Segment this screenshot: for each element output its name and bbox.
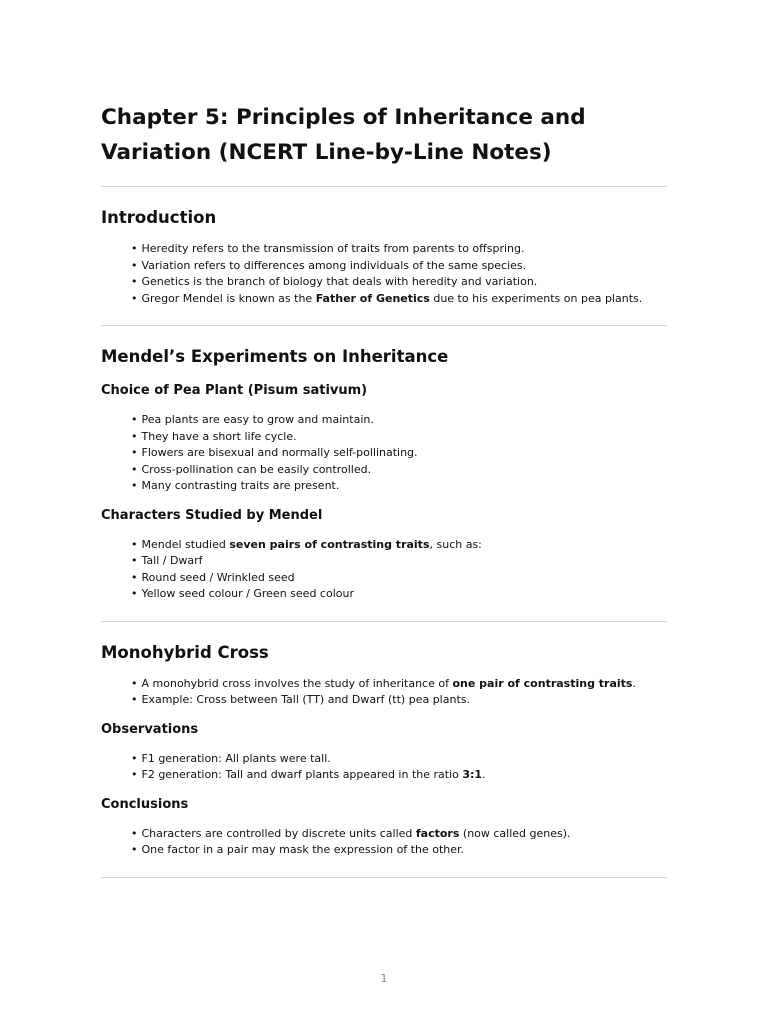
list-item: • Variation refers to differences among individuals of the same species. — [131, 258, 527, 272]
list-item: • Round seed / Wrinkled seed — [131, 570, 295, 584]
divider — [101, 877, 667, 878]
page-number: 1 — [380, 972, 388, 985]
divider — [101, 186, 667, 187]
characters-list — [101, 537, 667, 603]
list-item: • A monohybrid cross involves the study of inheritance of one pair of contrasting traits. — [131, 676, 636, 690]
document-page — [101, 100, 667, 878]
list-item: • Flowers are bisexual and normally self-pollinating. — [131, 446, 418, 459]
section-heading-monohybrid: Monohybrid Cross — [101, 642, 269, 662]
list-item: • Cross-pollination can be easily controlled. — [131, 462, 372, 476]
monohybrid-list — [101, 676, 667, 709]
list-item: • They have a short life cycle. — [131, 429, 297, 443]
list-item: • Tall / Dwarf — [131, 554, 203, 567]
list-item: • Heredity refers to the transmission of traits from parents to offspring. — [131, 242, 525, 255]
list-item: • Genetics is the branch of biology that deals with heredity and variation. — [131, 275, 538, 288]
observations-list — [101, 751, 667, 784]
list-item: • Pea plants are easy to grow and maintain. — [131, 413, 374, 426]
divider — [101, 621, 667, 622]
list-item: • Gregor Mendel is known as the Father of Genetics due to his experiments on pea plants. — [131, 291, 643, 305]
list-item: • Characters are controlled by discrete units called factors (now called genes). — [131, 826, 571, 840]
subsection-heading-pea-plant: Choice of Pea Plant (Pisum sativum) — [101, 383, 368, 398]
section-heading-mendel-experiments: Mendel’s Experiments on Inheritance — [101, 347, 449, 366]
list-item: • F2 generation: Tall and dwarf plants appeared in the ratio 3:1. — [131, 768, 486, 781]
pea-plant-list — [101, 412, 667, 495]
list-item: • Many contrasting traits are present. — [131, 479, 340, 492]
page-title: Chapter 5: Principles of Inheritance and Variation (NCERT Line-by-Line Notes) — [101, 105, 586, 165]
list-item: • Example: Cross between Tall (TT) and Dwarf (tt) pea plants. — [131, 693, 470, 706]
list-item: • Mendel studied seven pairs of contrasting traits, such as: — [131, 537, 482, 551]
section-heading-introduction: Introduction — [101, 208, 217, 227]
introduction-list — [101, 241, 667, 307]
list-item: • Yellow seed colour / Green seed colour — [131, 587, 354, 600]
list-item: • One factor in a pair may mask the expression of the other. — [131, 843, 465, 856]
conclusions-list — [101, 826, 667, 859]
divider — [101, 325, 667, 326]
list-item: • F1 generation: All plants were tall. — [131, 751, 331, 765]
subsection-heading-conclusions: Conclusions — [101, 796, 189, 812]
subsection-heading-observations: Observations — [101, 721, 199, 737]
subsection-heading-characters: Characters Studied by Mendel — [101, 507, 323, 523]
